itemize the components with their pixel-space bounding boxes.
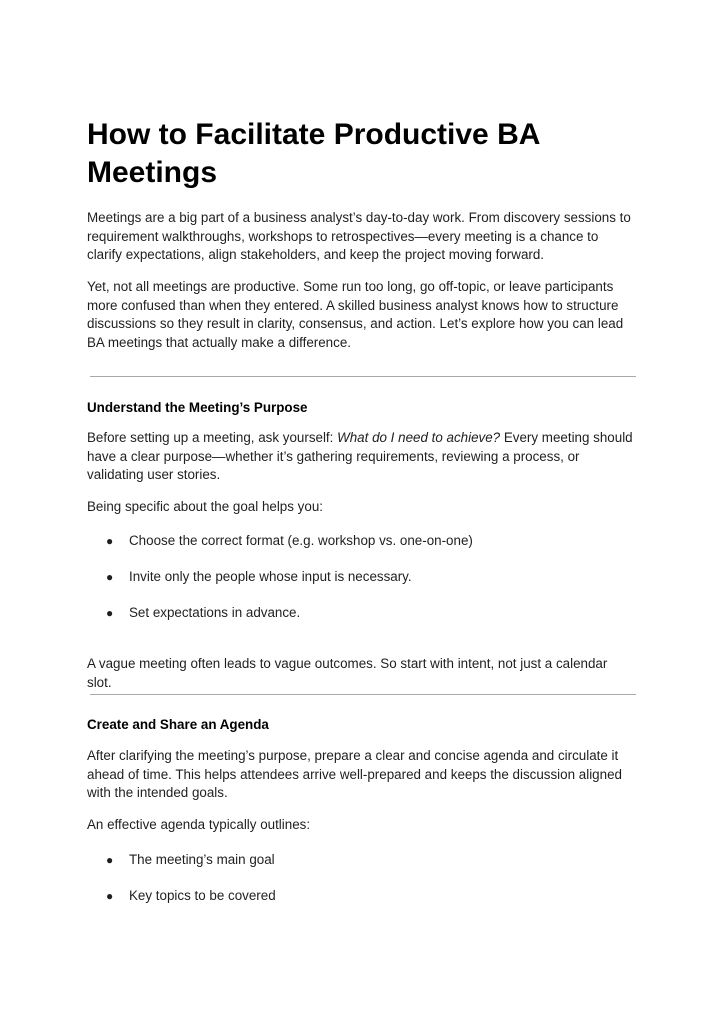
purpose-paragraph-2: Being specific about the goal helps you:: [87, 499, 323, 514]
purpose-paragraph-3: A vague meeting often leads to vague outcomes. So start with intent, not just a calendar slot.: [87, 656, 608, 690]
italic-question: What do I need to achieve?: [337, 430, 501, 445]
purpose-bullet-list: [87, 532, 635, 622]
section-heading-purpose: Understand the Meeting’s Purpose: [87, 400, 308, 415]
section-heading-agenda: Create and Share an Agenda: [87, 717, 269, 732]
bullet-icon: ●: [106, 606, 114, 620]
list-item: ● Key topics to be covered: [106, 888, 276, 903]
bullet-icon: ●: [106, 534, 114, 548]
intro-paragraph-1: Meetings are a big part of a business analyst’s day-to-day work. From discovery sessions to requirement walkthroughs, workshops to retrospectives—every meeting is a chance to clarify expectations, align stakeholders, and keep the project moving forward.: [87, 210, 631, 262]
bullet-icon: ●: [106, 570, 114, 584]
section-divider: [90, 376, 636, 377]
list-item: ● Invite only the people whose input is necessary.: [106, 569, 412, 584]
intro-paragraph-2: Yet, not all meetings are productive. Some run too long, go off-topic, or leave participants more confused than when they entered. A skilled business analyst knows how to structure discussions so they result in clarity, consensus, and action. Let’s explore how you can lead BA meetings that actually make a difference.: [87, 279, 624, 350]
agenda-paragraph-2: An effective agenda typically outlines:: [87, 817, 311, 832]
purpose-paragraph-1: Before setting up a meeting, ask yourself: What do I need to achieve? Every meeting should have a clear purpose—whether it’s gathering requirements, reviewing a process, or validating user stories.: [87, 430, 633, 482]
bullet-icon: ●: [106, 889, 114, 903]
agenda-bullet-list: [87, 851, 635, 905]
page-title: How to Facilitate Productive BA Meetings: [87, 118, 540, 189]
list-item: ● Set expectations in advance.: [106, 605, 301, 620]
section-divider: [90, 694, 636, 695]
bullet-icon: ●: [106, 853, 114, 867]
list-item: ● Choose the correct format (e.g. workshop vs. one-on-one): [106, 533, 473, 548]
list-item: ● The meeting’s main goal: [106, 852, 275, 867]
agenda-paragraph-1: After clarifying the meeting’s purpose, prepare a clear and concise agenda and circulate it ahead of time. This helps attendees arrive well-prepared and keeps the discussion aligned with the intended goals.: [87, 748, 622, 800]
